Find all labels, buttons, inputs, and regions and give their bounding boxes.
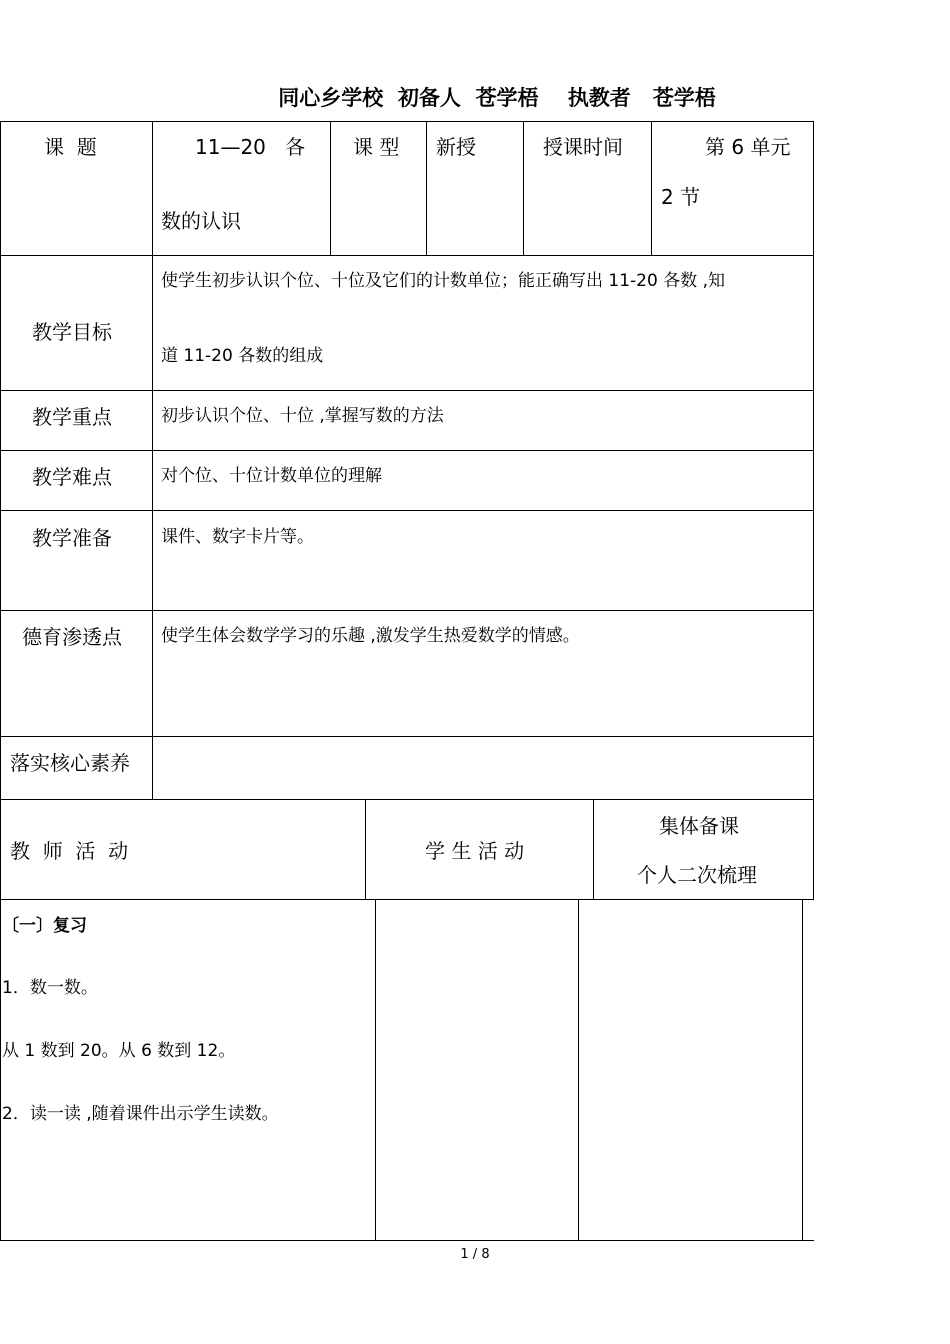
topic-value-line2: 数的认识 bbox=[161, 209, 241, 233]
page-number: 1 / 8 bbox=[460, 1247, 490, 1262]
key-value: 初步认识个位、十位 ,掌握写数的方法 bbox=[161, 406, 444, 426]
difficulty-value: 对个位、十位计数单位的理解 bbox=[161, 466, 382, 486]
activity-item-1-detail: 从 1 数到 20。从 6 数到 12。 bbox=[2, 1041, 236, 1061]
moral-value: 使学生体会数学学习的乐趣 ,激发学生热爱数学的情感。 bbox=[161, 626, 580, 646]
prep-label: 教学准备 bbox=[32, 526, 112, 550]
topic-value-line1: 11—20 各 bbox=[195, 135, 305, 159]
time-value-line1: 第 6 单元 bbox=[705, 135, 791, 159]
time-value-line2: 2 节 bbox=[661, 185, 701, 209]
section-review-heading: 〔一〕复习 bbox=[2, 916, 87, 936]
prep-value: 课件、数字卡片等。 bbox=[161, 527, 314, 547]
personal-review-header: 个人二次梳理 bbox=[637, 863, 757, 887]
activity-item-1: 1．数一数。 bbox=[2, 978, 98, 998]
collective-prep-header: 集体备课 bbox=[659, 814, 739, 838]
student-activity-header: 学 生 活 动 bbox=[425, 839, 525, 863]
activity-item-2: 2．读一读 ,随着课件出示学生读数。 bbox=[2, 1104, 279, 1124]
type-value: 新授 bbox=[436, 135, 476, 159]
time-label: 授课时间 bbox=[543, 135, 623, 159]
objective-line1: 使学生初步认识个位、十位及它们的计数单位；能正确写出 11-20 各数 ,知 bbox=[161, 271, 726, 291]
difficulty-label: 教学难点 bbox=[32, 465, 112, 489]
moral-label: 德育渗透点 bbox=[22, 625, 122, 649]
core-label: 落实核心素养 bbox=[10, 751, 130, 775]
objective-label: 教学目标 bbox=[32, 320, 112, 344]
teacher-activity-header: 教 师 活 动 bbox=[10, 839, 129, 863]
page-title: 同心乡学校 初备人 苍学梧 执教者 苍学梧 bbox=[278, 86, 716, 110]
key-label: 教学重点 bbox=[32, 405, 112, 429]
topic-label: 课 题 bbox=[44, 135, 97, 159]
objective-line2: 道 11-20 各数的组成 bbox=[161, 346, 324, 366]
type-label: 课 型 bbox=[353, 135, 400, 159]
